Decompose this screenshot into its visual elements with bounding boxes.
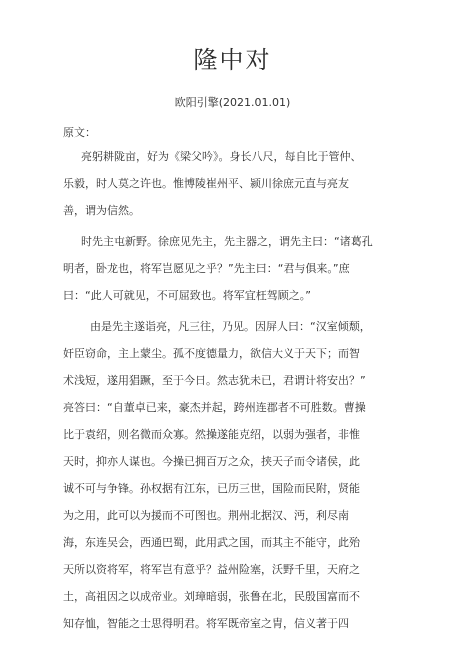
- text-line: 时先主屯新野。徐庶见先主，先主器之，谓先主曰：“诸葛孔: [81, 235, 373, 248]
- text-line: 明者，卧龙也，将军岂愿见之乎？”先主曰：“君与俱来。”庶: [63, 262, 350, 275]
- section-label: 原文：: [63, 126, 96, 139]
- text-line: 乐毅，时人莫之许也。惟博陵崔州平、颍川徐庶元直与亮友: [63, 177, 349, 190]
- text-line: 知存恤，智能之士思得明君。将军既帝室之胄，信义著于四: [63, 617, 349, 630]
- text-line: 诚不可与争锋。孙权据有江东，已历三世，国险而民附，贤能: [63, 482, 360, 495]
- text-line: 土，高祖因之以成帝业。刘璋暗弱，张鲁在北，民殷国富而不: [63, 590, 360, 603]
- text-line: 天所以资将军，将军岂有意乎？益州险塞，沃野千里，天府之: [63, 563, 360, 576]
- text-line: 由是先主遂诣亮，凡三往，乃见。因屏人曰：“汉室倾颓，: [90, 320, 371, 333]
- text-line: 天时，抑亦人谋也。今操已拥百万之众，挟天子而令诸侯，此: [63, 455, 360, 468]
- text-line: 奸臣窃命，主上蒙尘。孤不度德量力，欲信大义于天下；而智: [63, 347, 360, 360]
- text-line: 术浅短，遂用猖蹶，至于今日。然志犹未已，君谓计将安出？”: [63, 374, 366, 387]
- text-line: 亮躬耕陇亩，好为《梁父吟》。身长八尺，每自比于管仲、: [81, 150, 362, 163]
- text-line: 亮答曰：“自董卓已来，豪杰并起，跨州连郡者不可胜数。曹操: [63, 401, 366, 414]
- text-line: 善，谓为信然。: [63, 204, 140, 217]
- author-byline: 欧阳引擎(2021.01.01): [174, 96, 291, 109]
- page-title: 隆中对: [193, 46, 272, 74]
- text-line: 比于袁绍，则名微而众寡。然操遂能克绍，以弱为强者，非惟: [63, 428, 360, 441]
- text-line: 海，东连吴会，西通巴蜀，此用武之国，而其主不能守，此殆: [63, 536, 360, 549]
- text-line: 为之用，此可以为援而不可图也。荆州北据汉、沔，利尽南: [63, 509, 349, 522]
- text-line: 曰：“此人可就见，不可屈致也。将军宜枉驾顾之。”: [63, 289, 311, 302]
